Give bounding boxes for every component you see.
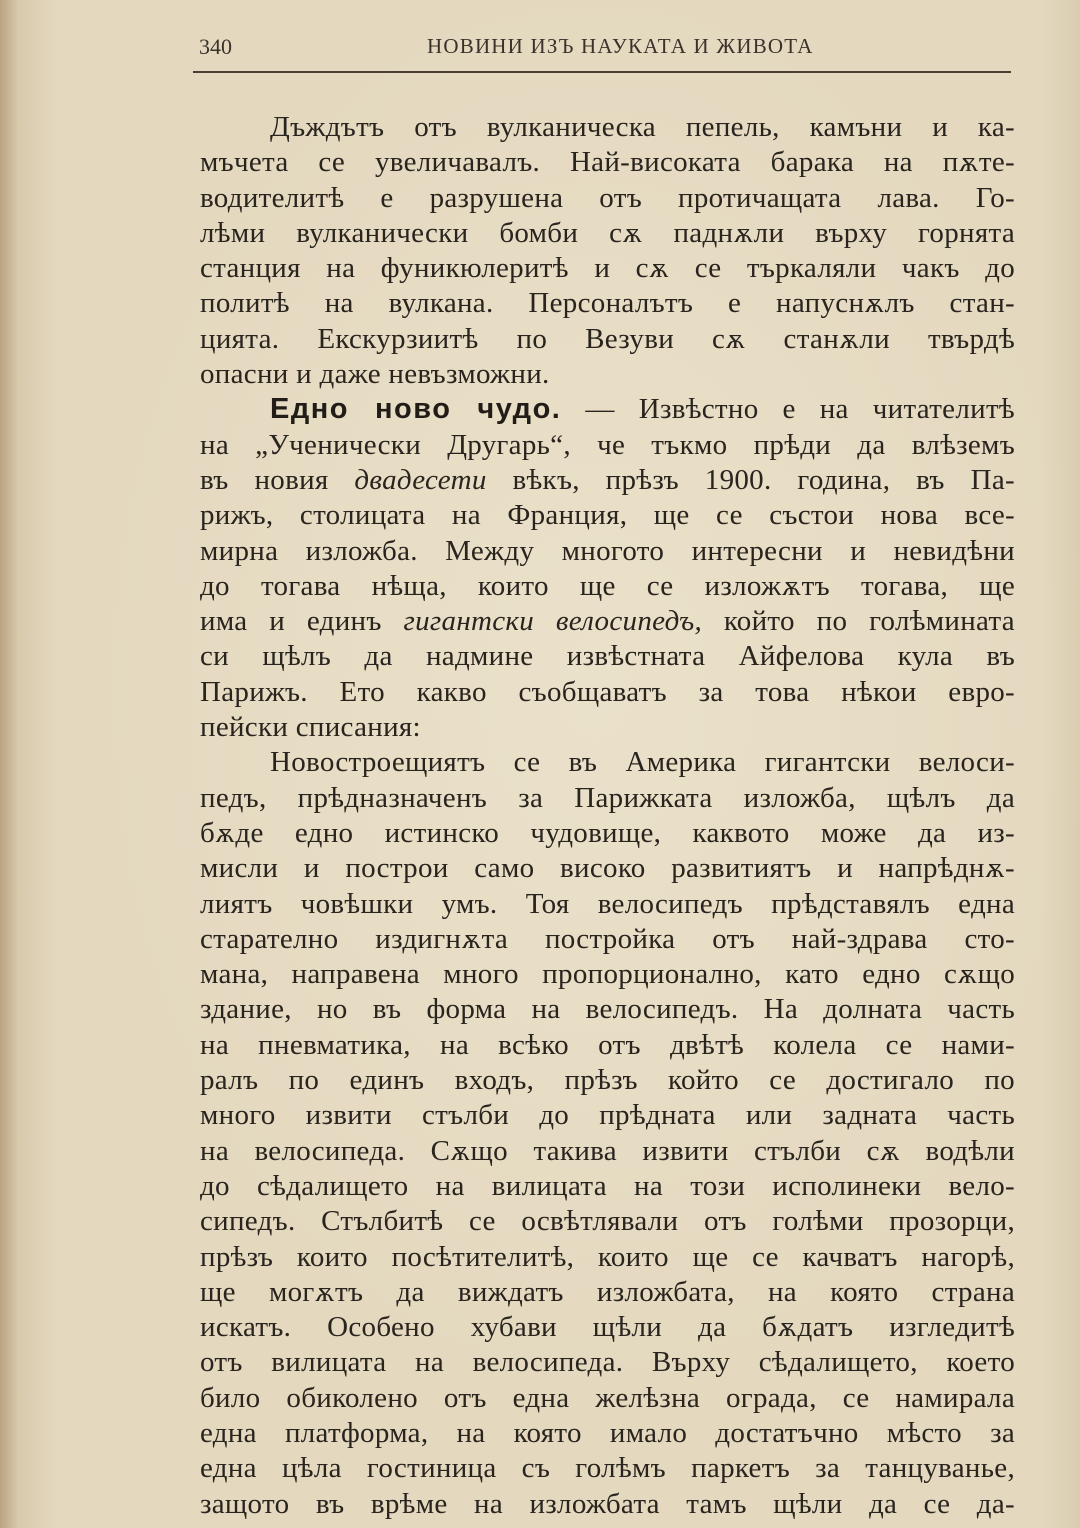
- text-line: станция на фуникюлеритѣ и сѫ се търкаляли чакъ до: [200, 252, 1015, 285]
- text-line: педъ, прѣдназначенъ за Парижката изложба, щѣлъ да: [200, 781, 1015, 814]
- text-line: било обиколено отъ една желѣзна ограда, се намирала: [200, 1381, 1015, 1414]
- text-line: [200, 463, 1015, 498]
- text-line: водителитѣ е разрушена отъ протичащата лава. Го-: [200, 181, 1015, 214]
- text-line: [200, 604, 1015, 639]
- text-line: лиятъ човѣшки умъ. Тоя велосипедъ прѣдставялъ една: [200, 887, 1015, 920]
- text-line: политѣ на вулкана. Персоналътъ е напуснѫлъ стан-: [200, 287, 1015, 320]
- text-line: искатъ. Особено хубави щѣли да бѫдатъ изгледитѣ: [200, 1311, 1015, 1344]
- text-line: отъ вилицата на велосипеда. Върху сѣдалището, което: [200, 1346, 1015, 1379]
- italic-text: двадесети: [354, 463, 487, 496]
- text-line: Парижъ. Ето какво съобщаватъ за това нѣкои евро-: [200, 675, 1015, 708]
- text-line: до тогава нѣща, които ще се изложѫтъ тогава, ще: [200, 569, 1015, 602]
- text-run: който по голѣмината: [723, 605, 1015, 638]
- text-line: Дъждътъ отъ вулканическа пепель, камъни и ка-: [270, 111, 1015, 143]
- text-run: има и единъ: [200, 605, 382, 638]
- page-number: 340: [199, 34, 232, 59]
- text-line: една платформа, на която имало достатъчно мѣсто за: [200, 1416, 1015, 1449]
- text-line: ралъ по единъ входъ, прѣзъ който се достигало по: [200, 1064, 1015, 1097]
- text-line: бѫде едно истинско чудовище, каквото може да из-: [200, 816, 1015, 849]
- text-line: Новостроещиятъ се въ Америка гигантски велоси-: [270, 746, 1015, 779]
- section-heading: Едно ново чудо.: [270, 393, 562, 426]
- text-line: защото въ врѣме на изложбата тамъ щѣли да се да-: [200, 1487, 1015, 1520]
- text-line: до сѣдалището на вилицата на този исполинеки вело-: [200, 1169, 1015, 1202]
- text-line: си щѣлъ да надмине извѣстната Айфелова кула въ: [200, 640, 1015, 673]
- text-line: мана, направена много пропорционално, като едно сѫщо: [200, 958, 1015, 991]
- text-line: прѣзъ които посѣтителитѣ, които ще се качватъ нагорѣ,: [200, 1240, 1015, 1273]
- text-line: здание, но въ форма на велосипедъ. На долната часть: [200, 993, 1015, 1026]
- text-run: въ новия: [200, 463, 329, 496]
- text-run: вѣкъ, прѣзъ 1900. година, въ Па-: [512, 463, 1015, 496]
- text-line: мирна изложба. Между многото интересни и невидѣни: [200, 534, 1015, 567]
- text-line: лѣми вулканически бомби сѫ паднѫли върху горнята: [200, 216, 1015, 249]
- text-line: старателно издигнѫта постройка отъ най-здрава сто-: [200, 922, 1015, 955]
- running-title: НОВИНИ ИЗЪ НАУКАТА И ЖИВОТА: [427, 34, 814, 58]
- text-line: пейски списания:: [200, 711, 421, 744]
- text-line: [200, 392, 1015, 427]
- text-line: мъчета се увеличавалъ. Най-високата барака на пѫте-: [200, 146, 1015, 179]
- italic-text: гигантски велосипедъ,: [403, 605, 703, 638]
- text-line: сипедъ. Стълбитѣ се освѣтлявали отъ голѣми прозорци,: [200, 1205, 1015, 1238]
- text-line: ще могѫтъ да виждатъ изложбата, на която страна: [200, 1275, 1015, 1308]
- text-run: — Извѣстно е на читателитѣ: [585, 393, 1015, 426]
- text-line: на велосипеда. Сѫщо такива извити стълби сѫ водѣли: [200, 1134, 1015, 1167]
- text-line: мисли и построи само високо развитиятъ и напрѣднѫ-: [200, 852, 1015, 885]
- text-line: една цѣла гостиница съ голѣмъ паркетъ за танцуванье,: [200, 1452, 1015, 1485]
- article-body: [200, 110, 1015, 1522]
- text-line: на пневматика, на всѣко отъ двѣтѣ колела се нами-: [200, 1028, 1015, 1061]
- header-rule: [193, 71, 1011, 73]
- text-line: на „Ученически Другарь“, че тъкмо прѣди да влѣземъ: [200, 428, 1015, 461]
- text-line: цията. Екскурзиитѣ по Везуви сѫ станѫли твърдѣ: [200, 322, 1015, 355]
- text-line: рижъ, столицата на Франция, ще се състои нова все-: [200, 499, 1015, 532]
- text-line: опасни и даже невъзможни.: [200, 358, 550, 391]
- text-line: много извити стълби до прѣдната или задната часть: [200, 1099, 1015, 1132]
